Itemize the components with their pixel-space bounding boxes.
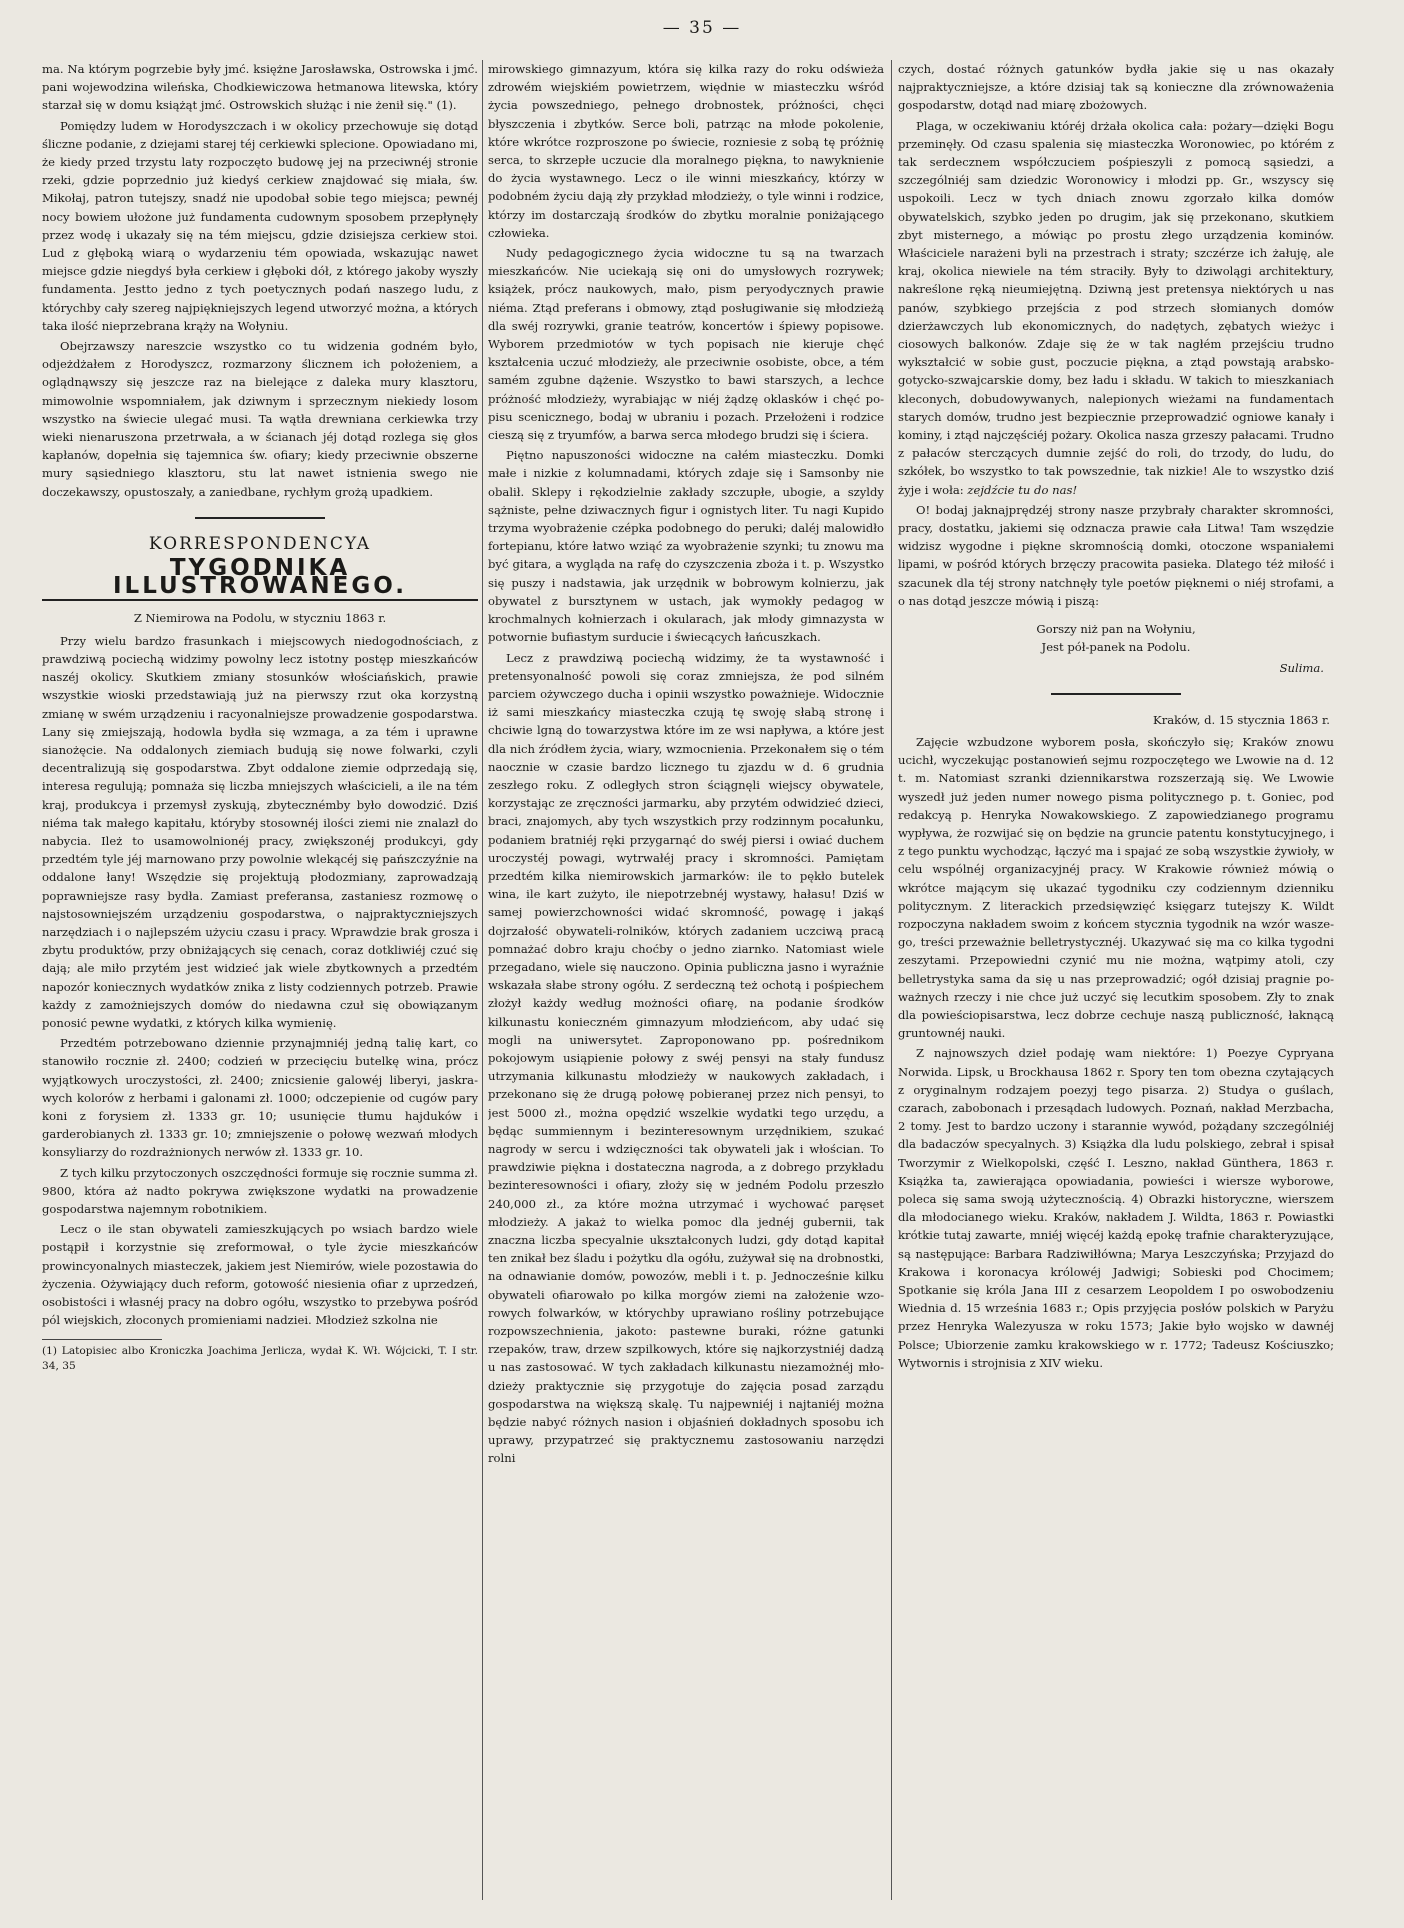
section-divider <box>1051 693 1181 695</box>
footnote: (1) Latopisiec albo Kroniczka Joachima Jerlicza, wydał K. Wł. Wójcicki, T. I str. 34, 35 <box>42 1345 478 1373</box>
paragraph: Pomiędzy ludem w Horodyszczach i w okolicy przechowuje się dotąd śliczne podanie, z dziejami starej téj cerkiewki splecione. Opowiadano mi, że kiedy przed trzystu laty rozpoczęto budowę jej na przeciwnéj stronie rzeki, gdzie poprzednio już kiedyś cerkiew znajdować się miała, św. Mikołaj, patron tutejszy, snadź nie upodobał sobie tego miejsca; pewnéj nocy bowiem ułożone już fundamenta cudownym sposobem przepłynęły przez wodę i ukazały się na tém miejscu, gdzie dzisiejsza cerkiew stoi. Lud z głęboką wiarą o wydarzeniu tém opowiada, wskazując nawet miejsce gdzie niegdyś była cerkiew i głęboki dół, z którego jakoby wyszły fundamenta. Jestto jedno z tych poetycznych podań naszego ludu, z którychby cały szereg najpiękniejszych legend utworzyć można, a których taka ilość nieprzebrana krąży na Wołyniu. <box>42 118 478 333</box>
paragraph: Lecz o ile stan obywateli zamieszkujących po wsiach bardzo wiele postąpił i korzystnie się zreformował, o tyle życie mieszkańców prowincyonalnych miasteczek, jakiem jest Niemirów, wiele pozostawia do życzenia. Ożywiający duch reform, gotowość niesienia ofiar z uprzedzeń, osobistości i własnéj pracy na dobro ogółu, wszystko to przebywa pośród pól wiejskich, złoconych promieniami nadziei. Młodzież szkolna nie <box>42 1222 478 1328</box>
verse-block <box>898 620 1334 656</box>
paragraph: Z najnowszych dzieł podaję wam niektóre: 1) Poezye Cypryana Norwida. Lipsk, u Brockhausa 1862 r. Spory ten tom obezna czytających z oryginalnym rodzajem poezyj tego pisarza. 2) Studya o guślach, czarach, zabobonach i przesądach ludowych. Poznań, nakład Merzbacha, 2 tomy. Jest to bardzo uczony i starannie wywód, pożądany szczególniéj dla badaczów specyalnych. 3) Książka dla ludu polskiego, zebrał i spisał Tworzymir z Wielkopolski, część I. Leszno, nakład Günthera, 1863 r. Książka ta, zawierająca opowiadania, powieści i wiersze wyborowe, poleca się sama swoją użytecznością. 4) Obrazki historyczne, wierszem dla młodocianego wieku. Kraków, nakładem J. Wildta, 1863 r. Powiastki krótkie tutaj zawarte, mniéj więcéj każdą epokę trafnie charakteryzujące, są następujące: Barbara Radziwiłłówna; Marya Leszczyńska; Przyjazd do Krakowa i koronacya królowéj Jadwigi; Sobieski pod Chocimem; Spotkanie się króla Jana III z cesarzem Leopoldem I po oswobodzeniu Wiednia d. 15 września 1683 r.; Opis przyjęcia posłów polskich w Paryżu przez Henryka Walezyusza w roku 1573; Jakie było wojsko w dawnéj Polsce; Ubiorzenie zamku krakowskiego w r. 1772; Tadeusz Kościuszko; Wytwornis i strojnisia z XIV wieku. <box>898 1046 1334 1370</box>
paragraph: Nudy pedagogicznego życia widoczne tu są na twarzach mieszkańców. Nie uciekają się oni do umysłowych rozrywek; książek, prócz naukowych, mało, pism peryodycznych prawie niéma. Ztąd preferans i obmowy, ztąd posługiwanie się młodzieżą dla swéj rozrywki, granie teatrów, koncertów i śpiewy popisowe. Wyborem przedmiotów w tych popisach nie kieruje chęć kształcenia uczuć młodzieży, ale przeciwnie osobiste, obce, a tém samém zgubne dążenie. Wszystko to bawi starszych, a lechce próżność młodzieży, wyrabiając w niéj żądzę oklasków i chęć popisu scenicznego, bodaj w ubraniu i pozach. Przełożeni i rodzice cieszą się z tryumfów, a barwa serca młodego brudzi się i ściera. <box>488 246 884 443</box>
masthead-title: TYGODNIKA ILLUSTROWANEGO. <box>42 559 478 601</box>
paragraph-text: Plaga, w oczekiwaniu któréj drżała okolica cała: pożary—dzięki Bogu przeminęły. Od czasu spalenia się miasteczka Woronowiec, po którém z tak serdecznem współczuciem pośpieszyli z pomocą sąsiedzi, a szczególniéj sam dziedzic Woronowicy i młodzi pp. Gr., wszyscy się uspokoili. Lecz w tych dniach znowu zgorzało kilka domów obywatelskich, szybko jeden po drugim, jak się przekonano, skutkiem zbyt misternego, a mówiąc po prostu złego urządzenia kominów. Właściciele narażeni byli na przestrach i straty; szczérze ich żałuję, ale kraj, okolica niewiele na tém straciły. Były to dziwolągi architektury, nakreślone ręką nieumiejętną. Dziwną jest pretensya niektórych u nas panów, szybkiego przejścia z pod strzech słomianych domów dzierżawczych lub ekonomicznych, do nadętych, zębatych wieżyc i ciosowych balkonów. Zdaje się że w tak nagłém przejściu trudno wykształcić w sobie gust, poczucie piękna, a ztąd powstają arabsko-gotycko-szwajcarskie domy, bez ładu i składu. W takich to mieszkaniach kleconych, dobudowywanych, nalepionych wieżami na fundamentach starych domów, trudno jest bezpiecznie przeprowadzić ogniowe kanały i kominy, i ztąd najczęściéj pożary. Okolica nasza grzeszy pałacami. Trudno z pałaców sterczących dumnie zejść do roli, do trzody, do ludu, do szkółek, bo wszystko to tak powszednie, tak nizkie! Ale to wszystko dziś żyje i woła: <box>898 118 1334 497</box>
section-divider <box>195 517 325 519</box>
paragraph: Przy wielu bardzo frasunkach i miejscowych niedogodnościach, z prawdziwą pociechą widzimy powolny lecz istotny postęp mieszkańców naszéj okolicy. Skutkiem zmiany stosunków włościańskich, prawie wszystkie wioski przedstawiają już na pierwszy rzut oka korzystną zmianę w swém urządzeniu i racyonalniejsze prowadzenie gospodarstwa. Lany się zmiejszają, hodowla bydła się wzmaga, a za tém i uprawne sianożęcie. Na oddalonych ziemiach budują się nowe folwarki, czyli decentralizują się gospodarstwa. Zbyt oddalone ziemie odprzedają się, interesa regulują; pomnaża się liczba mniejszych właścicieli, a ile na tém kraj, produkcya i przemysł zyskują, zbytecznémby było dowodzić. Dziś niéma tak małego kapitału, któryby stosownéj ilości ziemi nie znalazł do nabycia. Ileż to usamowolnionéj pracy, zwiększonéj produkcyi, gdy przedtém tyle jéj marnowano przy powolnie wlekącéj się pańszczyźnie na oddalone łany! Wszędzie się projektują płodozmiany, zaprowadzają poprawniejsze rasy bydła. Zamiast preferansa, zastaniesz rozmowę o najstosowniejszém urządzeniu gospodarstwa, o najpraktyczniejszych narzędziach i o najlepszém użyciu czasu i pracy. Wprawdzie brak grosza i zbytu produktów, przy obniżających się cenach, coraz dotkliwiéj czuć się dają; ale miło przytém jest widzieć jak wiele zbytkownych a przedtém napozór koniecznych wydatków znika z listy codziennych potrzeb. Prawie każdy z zamożniejszych domów do niedawna czuł się obowiązanym ponosić pewne wydatki, z których kilka wymienię. <box>42 633 478 1030</box>
paragraph: Lecz z prawdziwą pociechą widzimy, że ta wystawność i pretensyonalność powoli się coraz zmniejsza, że pod silném parciem ożywczego ducha i opinii wszystko poważnieje. Widocznie iż sami mieszkańcy miasteczka czują tę swoję słabą stronę i chciwie lgną do towarzystwa które im ze wsi napływa, a które jest dla nich źródłem życia, wiary, wzmocnienia. Przekonałem się o tém naocznie w czasie bardzo licznego tu zjazdu w d. 6 grudnia zeszłego roku. Z odległych stron ściągnęli wiejscy obywatele, korzystając ze zręczności jarmarku, aby przytém odwidzieć dzieci, braci, znajomych, aby tych wszystkich przy rodzinnym pocałunku, podaniem bratniéj ręki przygarnąć do swéj piersi i owiać duchem uroczystéj powagi, wytrwałéj pracy i skromności. Pamiętam przedtém kilka niemirowskich jarmarków: ile to pękło butelek wina, ile kart zużyto, ile niepotrzebnéj wystawy, hałasu! Dziś w samej powierzchowności widać skromność, powagę i jakąś dojrzałość obywateli-rolników, których zadaniem uczciwą pracą pomnażać dobro kraju choćby o jedno ziarnko. Natomiast wiele przegadano, wiele się nauczono. Opinia publiczna jasno i wyraźnie wskazała słabe strony ogółu. Z serdeczną też ochotą i pośpiechem złożył każdy według możności ofiarę, na podanie środków kilkunastu konieczném gimnazyum młodzieńcom, aby udać się mogli na uniwersytet. Zaproponowano pp. pośrednikom pokojowym usiąpienie połowy z swéj pensyi na stały fundusz utrzymania kilkunastu młodzieży w naukowych zakładach, i przekonano się że drugą połowę pobieranej przez nich pensyi, to jest 5000 zł., można opędzić wszelkie wydatki tego urzędu, a będąc summiennym i bezinteresownym urzędnikiem, szukać nagrody w sercu i wdzięczności tak obywateli jak i włościan. To prawdziwie piękna i dostateczna nagroda, a z dobrego przykładu bezinteresowności i ofiary, złoży się w jedném Podolu przeszło 240,000 zł., za które można utrzymać i wychować paręset młodzieży. A jakaż to wielka pomoc dla jednéj gubernii, tak znaczna liczba specyalnie ukształconych ludzi, gdy dotąd kapitał ten znikał bez śladu i pożytku dla ogółu, zużywał się na drobnostki, na odnawianie domów, powozów, mebli i t. p. Jednocześnie kilku obywateli ofiarowało po kilka morgów ziemi na założenie wzorowych folwarków, w którychby uprawiano rośliny potrzebujące rozpowszechnienia, jakoto: pastewne buraki, różne gatunki rzepaków, traw, drzew szpilkowych, które się najkorzystniéj dadzą u nas zastosować. W tych zakładach kilkunastu niezamożnéj młodzieży praktycznie się przygotuje do zajęcia posad zarządu gospodarstwa na większą skalę. Tu najpewniéj i najtaniéj można będzie nabyć różnych nasion i objaśnień dokładnych sposobu ich uprawy, przypatrzeć się praktycznemu zastosowaniu narzędzi rolni <box>488 650 884 1466</box>
signature: Sulima. <box>1279 660 1324 675</box>
paragraph: O! bodaj jaknajprędzéj strony nasze przybrały charakter skromności, pracy, dostatku, jakiemi się odznacza prawie cała Litwa! Tam wszędzie widzisz wygodne i piękne skromnością domki, otoczone wspaniałemi lipami, w pośród których brzęczy pracowita pasieka. Dlatego téż miłość i szacunek dla téj strony natchnęły tyle poetów pięknemi o niéj strofami, a o nas dotąd jeszcze mówią i piszą: <box>898 502 1334 608</box>
dateline: Z Niemirowa na Podolu, w styczniu 1863 r. <box>133 611 387 626</box>
paragraph: Obejrzawszy nareszcie wszystko co tu widzenia godném było, odjeżdżałem z Horodyszcz, rozmarzony ślicznem ich położeniem, a oglądnąwszy się jeszcze raz na bielejące z daleka mury klasztoru, mimowolnie wspomniałem, jak dziwnym i sprzecznym niekiedy losom wszystko na świecie ulegać musi. Ta wątła drewniana cerkiewka trzy wieki nienaruszona przetrwała, a w ścianach jéj dotąd rozlega się głos kapłanów, dopełnia się tajemnica św. ofiary; kiedy przeciwnie obszerne mury sąsiedniego klasztoru, stu lat nawet istnienia swego nie doczekawszy, opustoszały, a zaniedbane, rychłym grożą upadkiem. <box>42 339 478 499</box>
paragraph <box>898 117 1334 499</box>
verse-line: Gorszy niż pan na Wołyniu, <box>1036 622 1196 637</box>
paragraph: Z tych kilku przytoczonych oszczędności formuje się rocznie summa zł. 9800, która aż nadto pokrywa zwiększone wydatki na prowadzenie gospodarstwa najemnym robotnikiem. <box>42 1165 478 1216</box>
verse-line: Jest pół-panek na Podolu. <box>1041 640 1191 655</box>
column-3 <box>898 60 1334 1900</box>
page-number: — 35 — <box>662 18 742 38</box>
column-2 <box>488 60 884 1900</box>
section-title: KORRESPONDENCYA <box>148 533 372 554</box>
paragraph: czych, dostać różnych gatunków bydła jakie się u nas okazały najpraktyczniejsze, a które dzisiaj tak są konieczne dla zrównoważenia gospodarstw, dotąd nad miarę zbożowych. <box>898 62 1334 113</box>
emphasis-text: zejdźcie tu do nas! <box>967 482 1078 497</box>
column-rule <box>482 60 483 1900</box>
footnote-divider <box>42 1339 162 1340</box>
dateline: Kraków, d. 15 stycznia 1863 r. <box>1153 712 1330 727</box>
paragraph: mirowskiego gimnazyum, która się kilka razy do roku odświeża zdrowém wiejskiém powietrzem, więdnie w miasteczku wśród życia powszedniego, pełnego drobnostek, próżności, chęci błyszczenia i zbytków. Serce boli, patrząc na młode pokolenie, które wkrótce rozproszone po świecie, rozniesie z sobą tę próżnię serca, to skrzepłe uczucie dla moralnego piękna, to nawyknienie do życia wystawnego. Lecz o ile winni mieszkańcy, którzy w podobném życiu dają zły przykład młodzieży, o tyle winni i rodzice, którzy im dostarczają środków do zbytku moralnie poniżającego człowieka. <box>488 62 884 240</box>
paragraph: Piętno napuszoności widoczne na całém miasteczku. Domki małe i nizkie z kolumnadami, których zdaje się i Samsonby nie obalił. Sklepy i rękodzielnie zakłady szczupłe, ubogie, a szyldy sążniste, pełne dziwacznych figur i ognistych liter. Tu nagi Kupido trzyma wyobrażenie czépka podobnego do peruki; daléj malowidło fortepianu, które łatwo wziąć za wyobrażenie szynki; tu znowu ma być gitara, a wygląda na rafę do czyszczenia zboża i t. p. Wszystko się puszy i nadstawia, jak urzędnik w bobrowym kolnierzu, jak obywatel z bursztynem w ustach, jak wymokły pedagog w krochmalnych kołnierzach i okularach, jak młody gimnazysta w potwornie bufiastym surducie i świecących łańcuszkach. <box>488 448 884 645</box>
paragraph: Zajęcie wzbudzone wyborem posła, skończyło się; Kraków znowu ucichł, wyczekując postanowień sejmu rozpoczętego we Lwowie na d. 12 t. m. Natomiast szranki dziennikarstwa rozszerzają się. We Lwowie wyszedł już jeden numer nowego pisma politycznego p. t. Goniec, pod redakcyą p. Henryka Nowakowskiego. Z zapowiedzianego programu wypływa, że rozwijać się on będzie na gruncie patentu konstytucyjnego, i z tego punktu wychodząc, łączyć ma i spajać ze sobą wszystkie żywioły, w celu wspólnéj organizacyjnéj pracy. W Krakowie również mówią o wkrótce mającym się ukazać tygodniku czy codziennym dzienniku politycznym. Z literackich przedsięwzięć księgarz tutejszy K. Wildt rozpoczyna nakładem swoim z końcem stycznia tygodnik na wzór waszego, treści przeważnie belletrystycznéj. Ukazywać się ma co kilka tygodni zeszytami. Przepowiedni czynić mu nie można, wątpimy atoli, czy belletrystyka sama da się u nas przeprowadzić; ogół dzisiaj pragnie poważnych rzeczy i nie chce już uczyć się lecutkim sposobem. Zły to znak dla powieściopisarstwa, lecz dobrze cechuje naszą publiczność, łaknącą gruntownéj nauki. <box>898 734 1334 1041</box>
paragraph: ma. Na którym pogrzebie były jmć. księżne Jarosławska, Ostrowska i jmć. pani wojewodzina wileńska, Chodkiewiczowa hetmanowa litewska, który starzał się w domu książąt jmć. Ostrowskich służąc i nie żenił się." (1). <box>42 62 478 113</box>
paragraph: Przedtém potrzebowano dziennie przynajmniéj jedną talię kart, co stanowiło rocznie zł. 2400; codzień w przecięciu butelkę wina, prócz wyjątkowych uroczystości, zł. 2400; znicsienie galowéj liberyi, jaskrawych kolorów z herbami i galonami zł. 1000; odczepienie od cugów pary koni z forysiem zł. 1333 gr. 10; usunięcie tłumu hajduków i garderobianych zł. 1333 gr. 10; zmniejszenie o połowę wezwań młodych konsyliarzy do rozdrażnionych nerwów zł. 1333 gr. 10. <box>42 1036 478 1160</box>
column-rule <box>891 60 892 1900</box>
column-1 <box>42 60 478 1900</box>
